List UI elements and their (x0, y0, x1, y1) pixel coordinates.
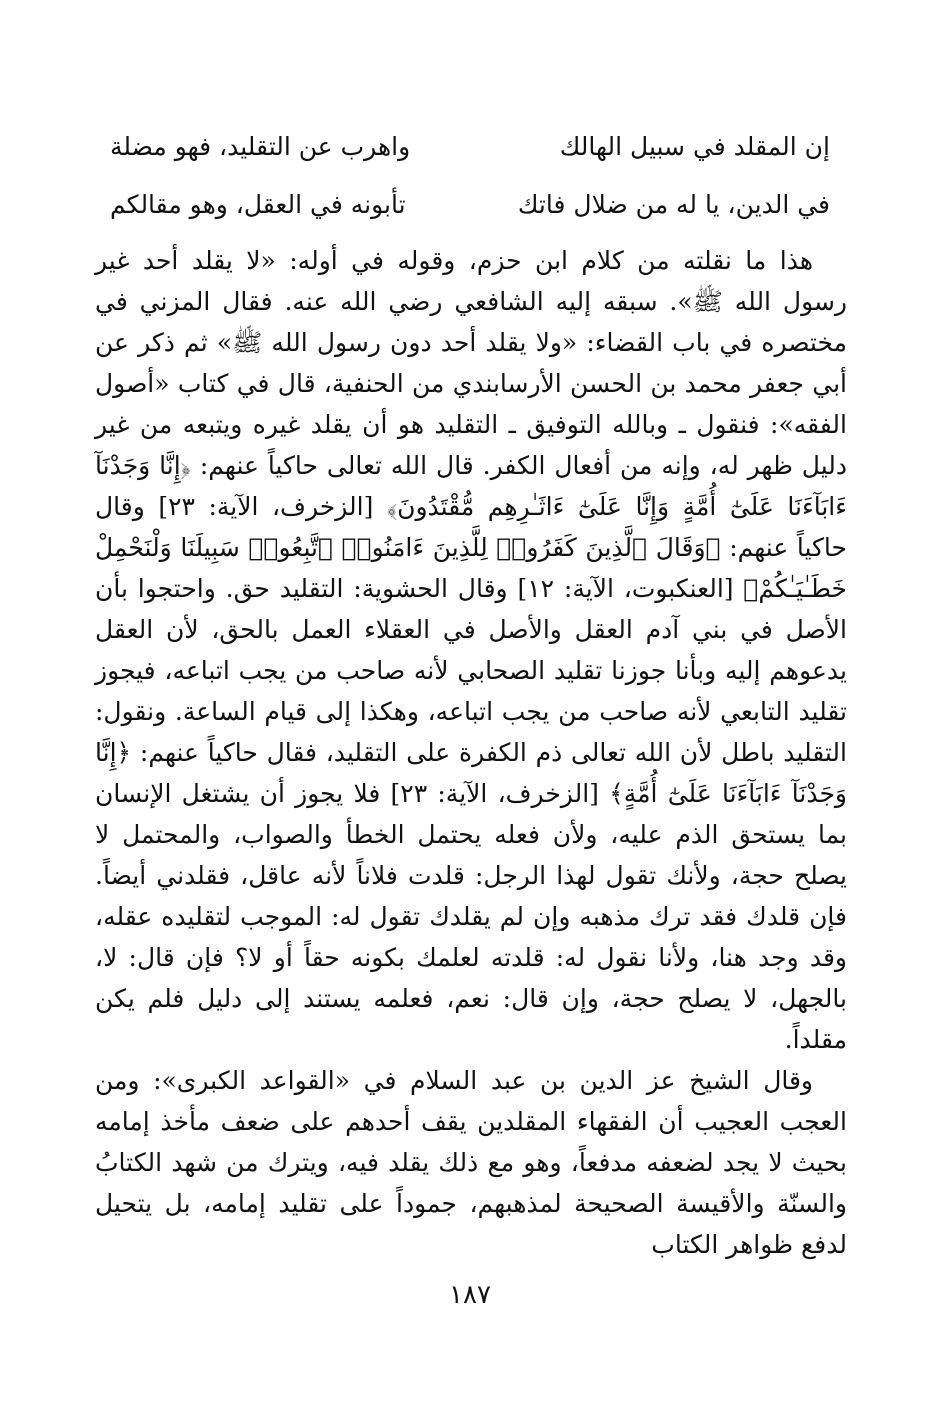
body-text (95, 240, 847, 1060)
verse-first-hemistich: إن المقلد في سبيل الهالك (559, 132, 830, 161)
poem-verse (110, 118, 830, 176)
poem-verse (110, 176, 830, 234)
verse-second-hemistich: تأبونه في العقل، وهو مقالكم (110, 190, 406, 219)
paragraph: وقال الشيخ عز الدين بن عبد السلام في «القواعد الكبرى»: ومن العجب العجيب أن الفقهاء المقلدين يقف أحدهم على ضعف مأخذ إمامه بحيث لا يجد لضعفه مدفعاً، وهو مع ذلك يقلد فيه، ويترك من شهد الكتابُ والسنّة والأقيسة الصحيحة لمذهبهم، جموداً على تقليد إمامه، بل يتحيل لدفع ظواهر الكتاب (95, 1066, 847, 1259)
page-number: ١٨٧ (449, 1280, 491, 1310)
poem (110, 118, 830, 234)
paragraph: هذا ما نقلته من كلام ابن حزم، وقوله في أوله: «لا يقلد أحد غير رسول الله ﷺ». سبقه إليه الشافعي رضي الله عنه. فقال المزني في مختصره في باب القضاء: «ولا يقلد أحد دون رسول الله ﷺ» ثم ذكر عن أبي جعفر محمد بن الحسن الأرسابندي من الحنفية، قال في كتاب «أصول الفقه»: فنقول ـ وبالله التوفيق ـ التقليد هو أن يقلد غيره ويتبعه من غير دليل ظهر له، وإنه من أفعال الكفر. قال الله تعالى حاكياً عنهم: ﴿إِنَّا وَجَدْنَآ ءَابَآءَنَا عَلَىٰٓ أُمَّةٍ وَإِنَّا عَلَىٰٓ ءَاثَـٰرِهِم مُّقْتَدُونَ﴾ [الزخرف، الآية: ٢٣] وقال حاكياً عنهم: ﴿وَقَالَ ٱلَّذِينَ كَفَرُوا۟ لِلَّذِينَ ءَامَنُوا۟ ٱتَّبِعُوا۟ سَبِيلَنَا وَلْنَحْمِلْ خَطَـٰيَـٰكُمْ﴾ [العنكبوت، الآية: ١٢] وقال الحشوية: التقليد حق. واحتجوا بأن الأصل في بني آدم العقل والأصل في العقلاء العمل بالحق، لأن العقل يدعوهم إليه وبأنا جوزنا تقليد الصحابي لأنه صاحب من يجب اتباعه، فيجوز تقليد التابعي لأنه صاحب من يجب اتباعه، وهكذا إلى قيام الساعة. ونقول: التقليد باطل لأن الله تعالى ذم الكفرة على التقليد، فقال حاكياً عنهم: ﴿إِنَّا وَجَدْنَآ ءَابَآءَنَا عَلَىٰٓ أُمَّةٍ﴾ [الزخرف، الآية: ٢٣] فلا يجوز أن يشتغل الإنسان بما يستحق الذم عليه، ولأن فعله يحتمل الخطأ والصواب، والمحتمل لا يصلح حجة، ولأنك تقول لهذا الرجل: قلدت فلاناً لأنه عاقل، فقلدني أيضاً. فإن قلدك فقد ترك مذهبه وإن لم يقلدك تقول له: الموجب لتقليده عقله، وقد وجد هنا، ولأنا نقول له: قلدته لعلمك بكونه حقاً أو لا؟ فإن قال: لا، بالجهل، لا يصلح حجة، وإن قال: نعم، فعلمه يستند إلى دليل فلم يكن مقلداً. (95, 246, 847, 1054)
verse-first-hemistich: في الدين، يا له من ضلال فاتك (517, 190, 830, 219)
verse-second-hemistich: واهرب عن التقليد، فهو مضلة (110, 132, 411, 161)
body-text (95, 1060, 847, 1265)
